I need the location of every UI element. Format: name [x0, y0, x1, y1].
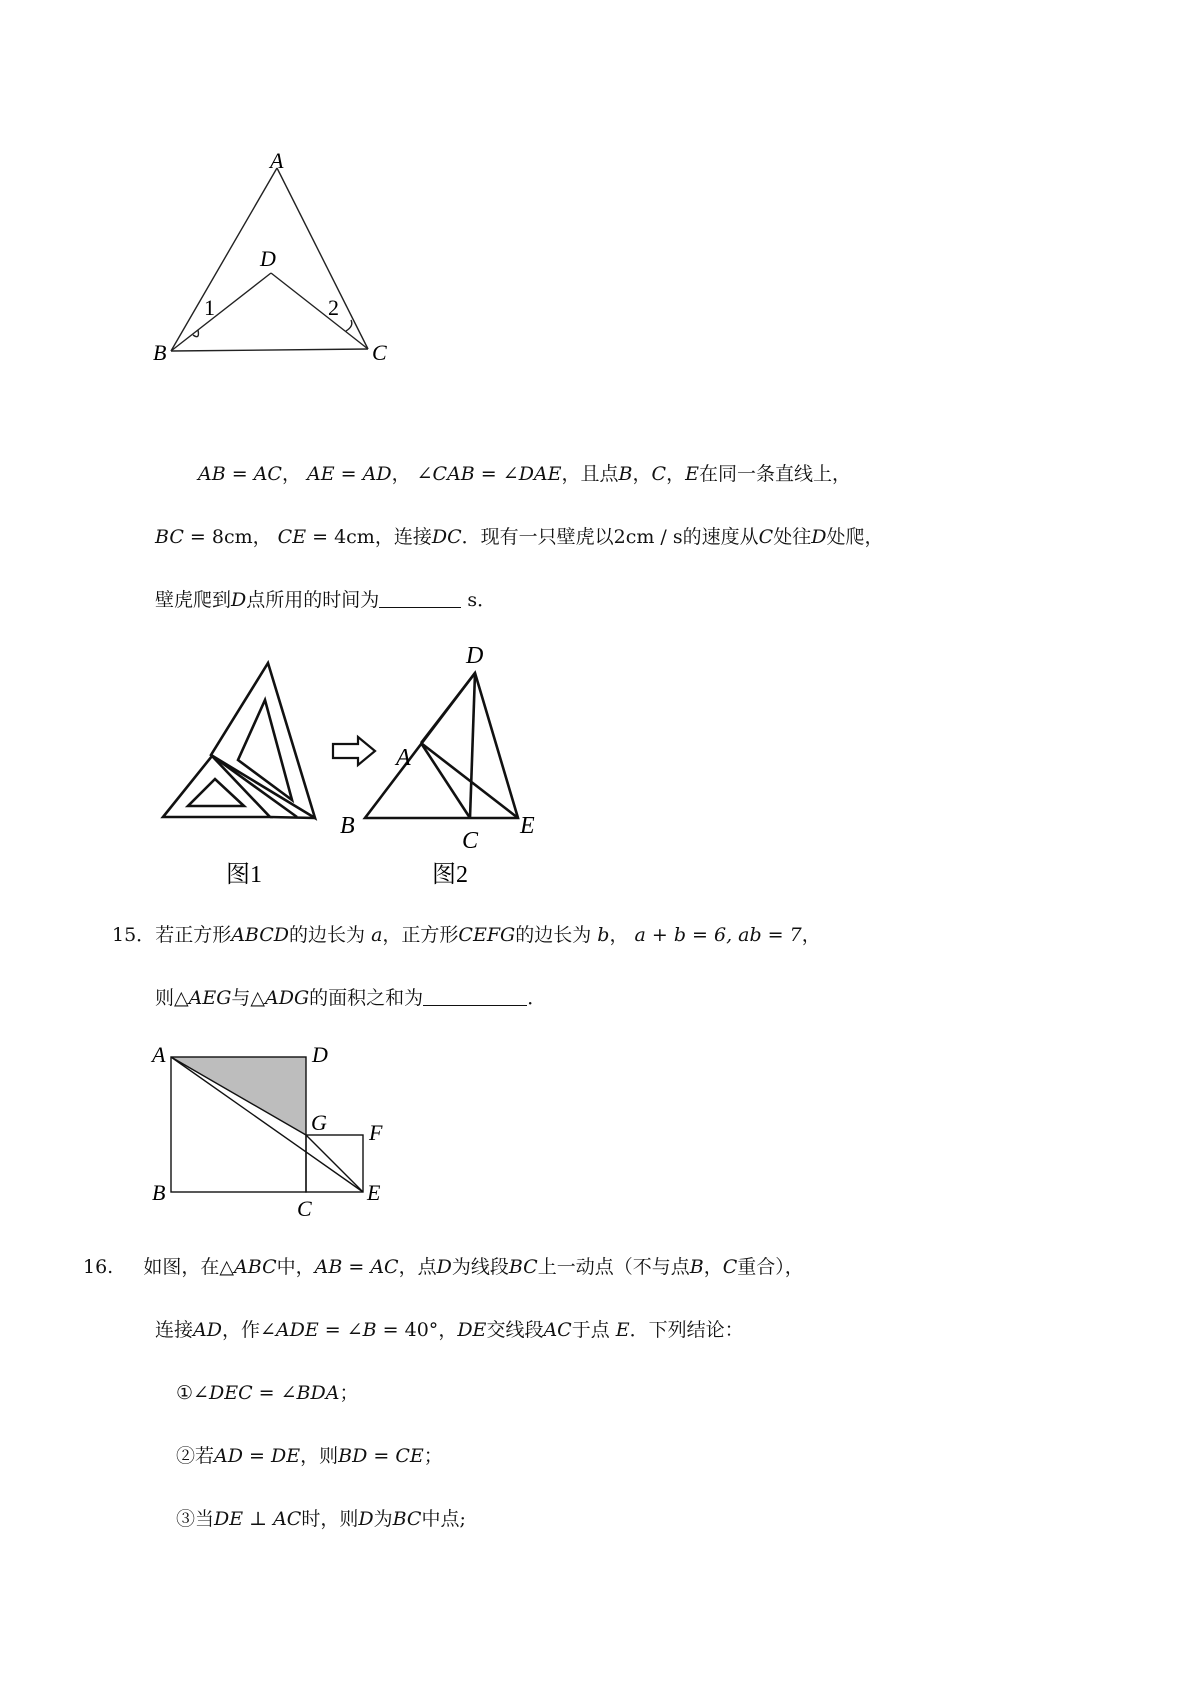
p14-line3: 壁虎爬到D点所用的时间为 s． [155, 589, 497, 611]
label-point-d-sq: D [312, 1042, 328, 1067]
p16-line2: 连接AD，作∠ADE = ∠B = 40°，DE交线段AC于点 E．下列结论： [155, 1319, 744, 1341]
label-point-e-fig2: E [520, 813, 535, 839]
p14-line1: AB = AC， AE = AD， ∠CAB = ∠DAE，且点B，C，E在同一条直线上， [198, 463, 851, 485]
label-point-c-fig2: C [462, 828, 479, 854]
label-point-e-sq: E [367, 1180, 381, 1205]
label-point-d-fig2: D [466, 643, 484, 669]
label-point-a-sq: A [152, 1042, 166, 1067]
p16-line1: 16. 如图，在△ABC中，AB = AC，点D为线段BC上一动点（不与点B，C重合）， [83, 1256, 804, 1278]
label-point-a-fig2: A [396, 745, 411, 771]
label-point-c-sq: C [297, 1196, 312, 1221]
p15-line1: 15．若正方形ABCD的边长为 a，正方形CEFG的边长为 b， a + b = 6, ab = 7， [112, 924, 821, 946]
label-angle-1: 1 [204, 295, 215, 320]
label-angle-2: 2 [328, 295, 339, 320]
p16-conclusion-1: ①∠DEC = ∠BDA； [176, 1382, 359, 1404]
label-point-b-fig2: B [340, 813, 355, 839]
label-point-b-sq: B [152, 1180, 166, 1205]
label-point-b: B [153, 340, 167, 365]
label-point-g-sq: G [311, 1110, 327, 1135]
label-point-a: A [270, 148, 284, 173]
p16-conclusion-2: ②若AD = DE，则BD = CE； [176, 1445, 443, 1467]
label-point-f-sq: F [369, 1120, 383, 1145]
p14-line2: BC = 8cm， CE = 4cm，连接DC．现有一只壁虎以2cm / s的速度从C处往D处爬， [155, 526, 884, 548]
caption-fig1: 图1 [226, 862, 262, 888]
caption-fig2: 图2 [432, 862, 468, 888]
p16-conclusion-3: ③当DE ⊥ AC时，则D为BC中点; [176, 1508, 466, 1530]
label-point-d: D [260, 246, 276, 271]
p15-line2: 则△AEG与△ADG的面积之和为 ． [155, 987, 547, 1009]
label-point-c: C [372, 340, 387, 365]
